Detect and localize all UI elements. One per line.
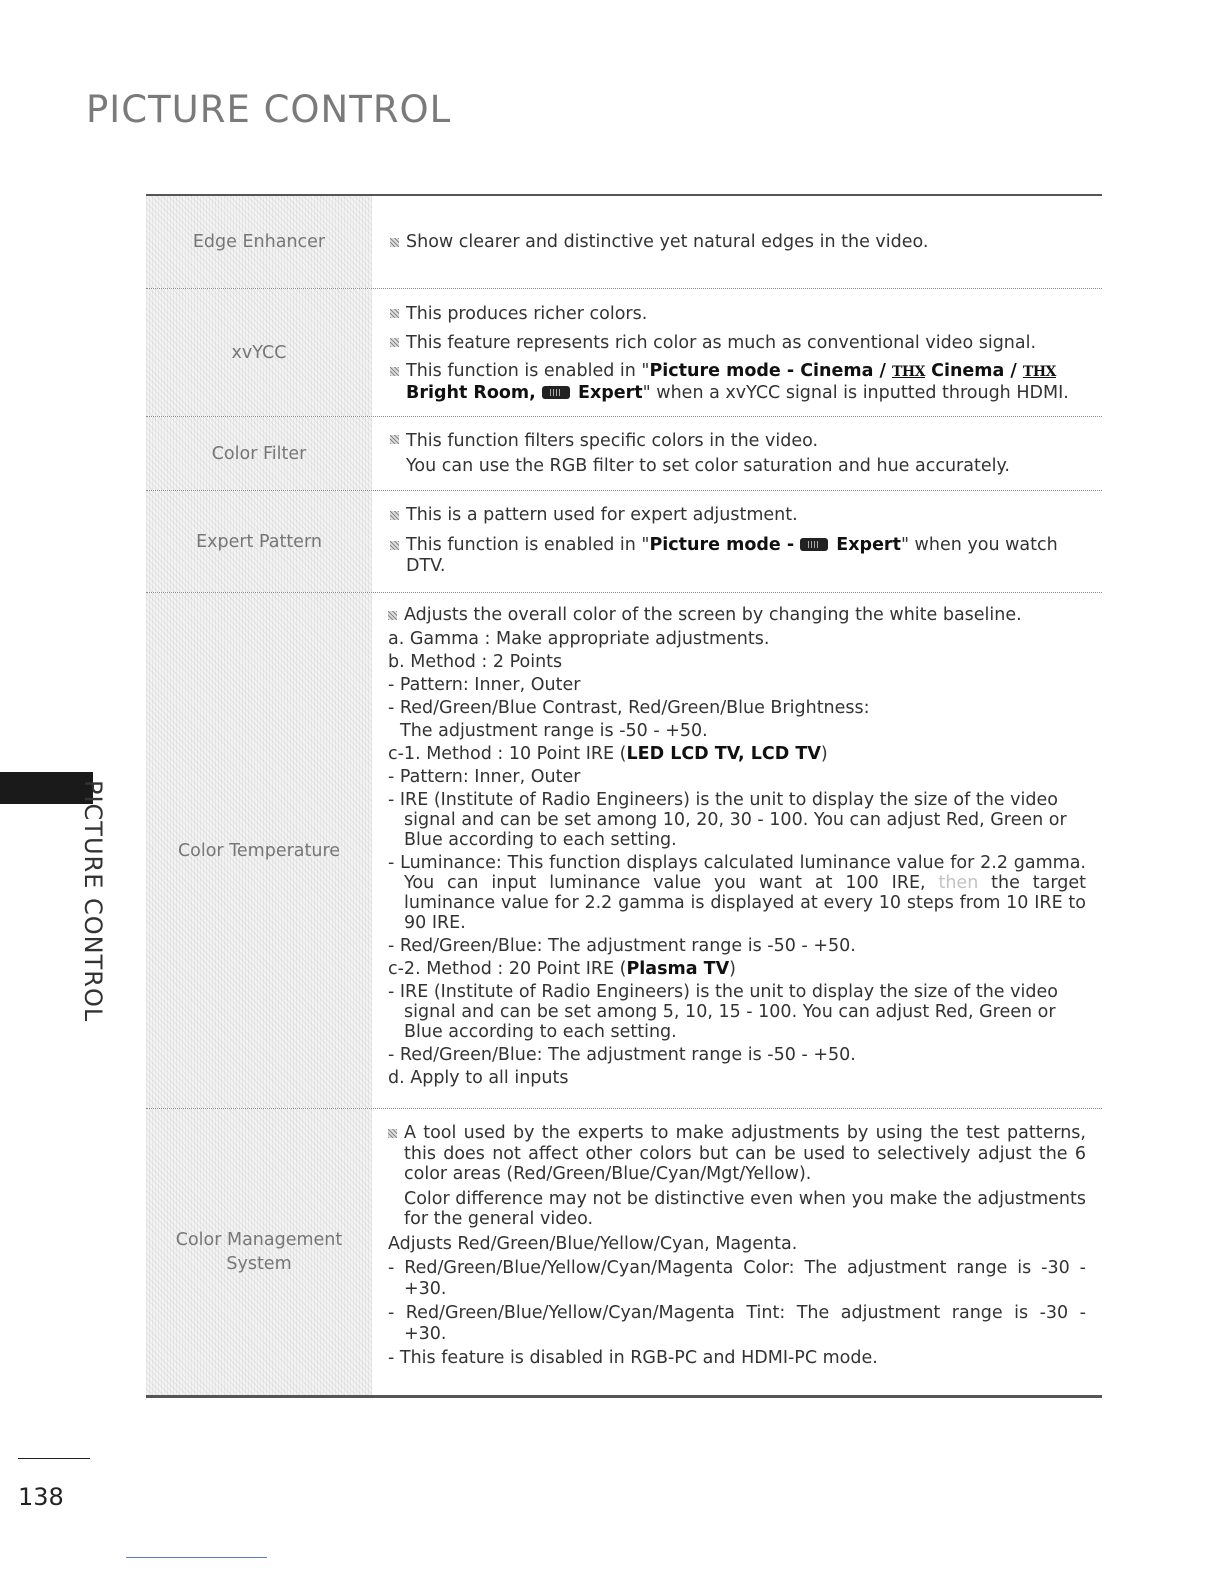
list-item <box>388 744 1086 764</box>
table-row-color-management-system <box>146 1108 1102 1395</box>
side-tab-label: PICTURE CONTROL <box>79 780 107 1023</box>
row-description <box>372 196 1102 288</box>
row-label-cell <box>146 417 372 490</box>
text-segment: the target luminance value for 2.2 gamma is displayed at every 10 steps from 10 IRE to 90 IRE. <box>404 873 1086 933</box>
table-row-edge-enhancer <box>146 196 1102 288</box>
bold-segment: Expert <box>830 535 901 555</box>
page-title: PICTURE CONTROL <box>86 88 452 131</box>
list-item: b. Method : 2 Points <box>388 652 563 672</box>
list-item <box>388 959 1086 979</box>
row-description <box>372 417 1102 490</box>
list-item: Adjusts Red/Green/Blue/Yellow/Cyan, Magenta. <box>388 1233 798 1254</box>
list-item: - IRE (Institute of Radio Engineers) is the unit to display the size of the video signal and can be set among 10, 20, 30 - 100. You can adjust Red, Green or Blue according to each setting. <box>388 790 1067 850</box>
row-label-cell <box>146 196 372 288</box>
bullet-item: Show clearer and distinctive yet natural edges in the video. <box>390 232 1086 253</box>
bold-segment: Plasma TV <box>626 959 730 979</box>
footer-divider <box>18 1458 90 1459</box>
continuation-text: You can use the RGB filter to set color saturation and hue accurately. <box>406 456 1010 476</box>
page-number: 138 <box>18 1483 64 1511</box>
table-row-expert-pattern <box>146 490 1102 592</box>
faded-segment: then <box>938 873 979 893</box>
row-label: Color Temperature <box>177 840 341 861</box>
bullet-item <box>390 535 1086 577</box>
list-item: The adjustment range is -50 - +50. <box>400 721 708 741</box>
list-item: a. Gamma : Make appropriate adjustments. <box>388 629 770 649</box>
settings-table <box>146 194 1102 1398</box>
list-item: - Red/Green/Blue: The adjustment range is -50 - +50. <box>388 936 856 956</box>
row-description <box>372 1109 1102 1395</box>
bold-segment: Expert <box>571 383 643 403</box>
row-label-line: System <box>226 1254 292 1274</box>
row-label: Edge Enhancer <box>192 232 326 252</box>
row-label: xvYCC <box>231 342 287 363</box>
bullet-item: This feature represents rich color as much as conventional video signal. <box>390 332 1086 354</box>
row-label: Color Filter <box>211 443 307 464</box>
bullet-item: Adjusts the overall color of the screen by changing the white baseline. <box>388 605 1086 625</box>
row-description <box>372 491 1102 592</box>
isf-logo-icon <box>800 538 828 551</box>
text-segment: This function is enabled in " <box>406 361 650 381</box>
bullet-item: This function filters specific colors in the video. <box>390 429 1086 454</box>
row-description <box>372 593 1102 1108</box>
isf-logo-icon <box>542 386 570 399</box>
bullet-item <box>390 361 1086 404</box>
text-segment: c-2. Method : 20 Point IRE ( <box>388 959 627 979</box>
thx-logo-text: THX <box>1022 364 1056 380</box>
bullet-item: This is a pattern used for expert adjustment. <box>390 505 1086 526</box>
row-label-cell <box>146 491 372 592</box>
list-item: - Red/Green/Blue Contrast, Red/Green/Blue Brightness: <box>388 698 870 718</box>
text-segment: c-1. Method : 10 Point IRE ( <box>388 744 627 764</box>
row-label-cell <box>146 593 372 1108</box>
list-item: - Pattern: Inner, Outer <box>388 767 581 787</box>
list-item: d. Apply to all inputs <box>388 1068 569 1088</box>
row-label-line: Color Management <box>175 1230 343 1250</box>
bold-segment: LED LCD TV, LCD TV <box>626 744 821 764</box>
list-item: - Red/Green/Blue: The adjustment range is -50 - +50. <box>388 1045 856 1065</box>
row-label-cell <box>146 1109 372 1395</box>
text-segment: - Luminance: This function displays calculated luminance value for 2.2 gamma. You can input luminance value you want at 100 IRE, <box>388 853 1086 893</box>
list-item: - Red/Green/Blue/Yellow/Cyan/Magenta Color: The adjustment range is -30 - +30. <box>388 1258 1086 1299</box>
bullet-item: This produces richer colors. <box>390 303 1086 325</box>
list-item: - Red/Green/Blue/Yellow/Cyan/Magenta Tint: The adjustment range is -30 - +30. <box>388 1303 1086 1344</box>
bullet-item: A tool used by the experts to make adjustments by using the test patterns, this does not affect other colors but can be used to selectively adjust the 6 color areas (Red/Green/Blue/Cyan/Mgt/Yellow). <box>388 1123 1086 1185</box>
row-label <box>176 1228 343 1276</box>
text-segment: This function is enabled in " <box>406 535 650 555</box>
bold-segment: Bright Room, <box>406 383 542 403</box>
footer-accent-line <box>126 1557 267 1558</box>
table-row-xvycc <box>146 288 1102 416</box>
table-row-color-filter <box>146 416 1102 490</box>
text-segment: ) <box>729 959 736 979</box>
text-segment: ) <box>820 744 828 764</box>
text-segment: " when you watch DTV. <box>406 535 1058 576</box>
bold-segment: Picture mode - Cinema / <box>649 361 892 381</box>
thx-logo-text: THX <box>892 364 926 380</box>
row-label: Expert Pattern <box>196 531 322 552</box>
table-row-color-temperature <box>146 592 1102 1108</box>
list-item <box>388 853 1086 933</box>
bold-segment: Cinema / <box>925 361 1023 381</box>
list-item: - This feature is disabled in RGB-PC and HDMI-PC mode. <box>388 1348 878 1368</box>
continuation-text: Color difference may not be distinctive even when you make the adjustments for the general video. <box>404 1188 1086 1229</box>
list-item: - Pattern: Inner, Outer <box>388 675 581 695</box>
text-segment: " when a xvYCC signal is inputted through HDMI. <box>642 383 1069 403</box>
row-description <box>372 289 1102 416</box>
list-item: - IRE (Institute of Radio Engineers) is the unit to display the size of the video signal and can be set among 5, 10, 15 - 100. You can adjust Red, Green or Blue according to each setting. <box>388 982 1058 1042</box>
bold-segment: Picture mode - <box>649 535 801 555</box>
row-label-cell <box>146 289 372 416</box>
